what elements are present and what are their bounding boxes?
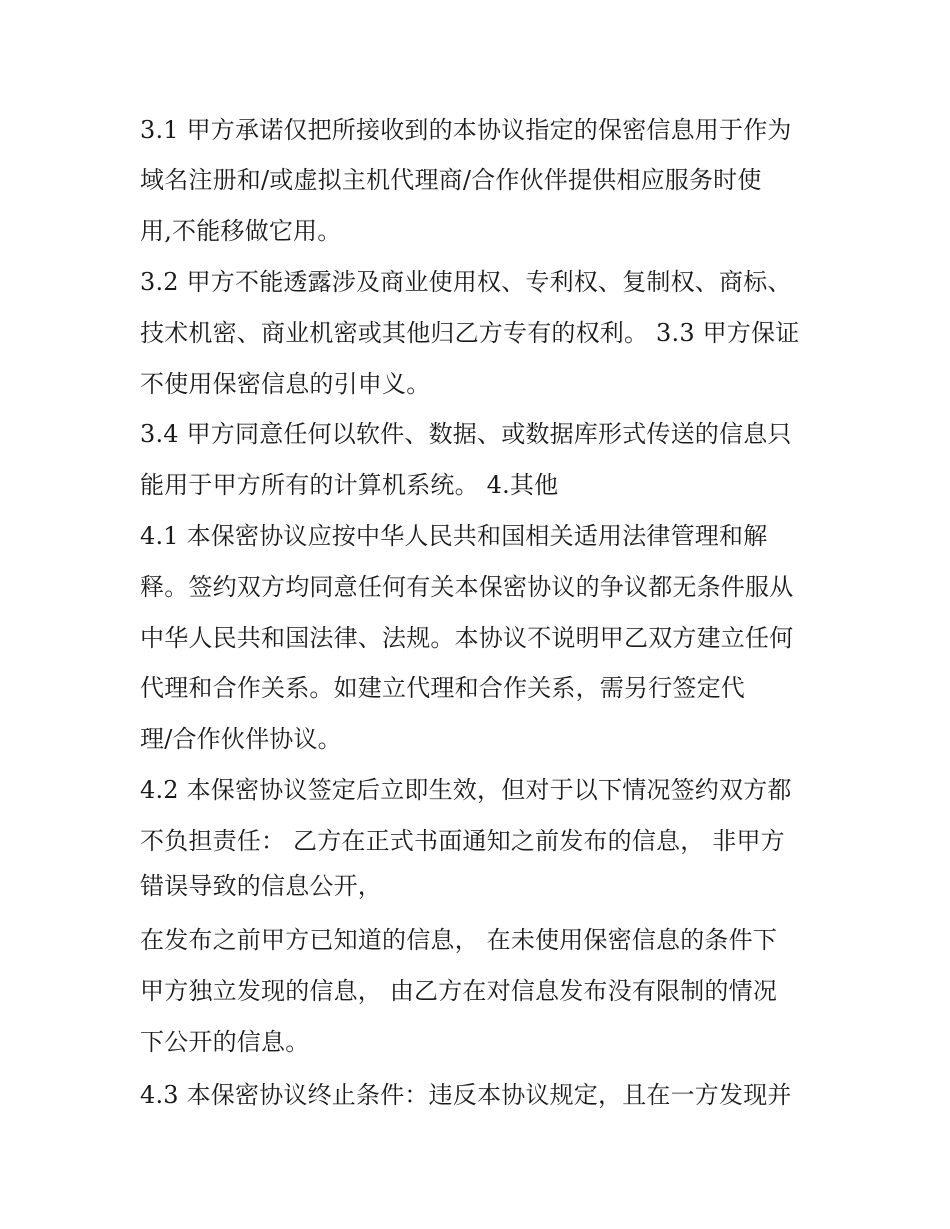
text-line: 不负担责任： 乙方在正式书面通知之前发布的信息， 非甲方 [140,827,785,855]
text-line: 用,不能移做它用。 [140,217,342,245]
text-line: 4.1 本保密协议应按中华人民共和国相关适用法律管理和解 [140,522,768,550]
text-line: 3.4 甲方同意任何以软件、数据、或数据库形式传送的信息只 [140,420,792,448]
text-line: 中华人民共和国法律、法规。本协议不说明甲乙双方建立任何 [140,624,794,652]
text-line: 域名注册和/或虚拟主机代理商/合作伙伴提供相应服务时使 [140,166,762,194]
text-line: 错误导致的信息公开， [140,872,382,900]
text-line: 能用于甲方所有的计算机系统。 4.其他 [140,471,559,499]
text-line: 3.2 甲方不能透露涉及商业使用权、专利权、复制权、商标、 [140,268,792,296]
text-line: 4.2 本保密协议签定后立即生效，但对于以下情况签约双方都 [140,776,792,804]
text-line: 下公开的信息。 [140,1028,310,1056]
text-line: 释。签约双方均同意任何有关本保密协议的争议都无条件服从 [140,573,794,601]
text-line: 在发布之前甲方已知道的信息， 在未使用保密信息的条件下 [140,926,778,954]
text-line: 不使用保密信息的引申义。 [140,370,431,398]
text-line: 代理和合作关系。如建立代理和合作关系，需另行签定代 [140,674,745,702]
text-line: 技术机密、商业机密或其他归乙方专有的权利。 3.3 甲方保证 [140,319,800,347]
text-line: 理/合作伙伴协议。 [140,725,342,753]
text-line: 3.1 甲方承诺仅把所接收到的本协议指定的保密信息用于作为 [140,116,792,144]
text-line: 甲方独立发现的信息， 由乙方在对信息发布没有限制的情况 [140,977,778,1005]
text-line: 4.3 本保密协议终止条件：违反本协议规定，且在一方发现并 [140,1081,792,1109]
